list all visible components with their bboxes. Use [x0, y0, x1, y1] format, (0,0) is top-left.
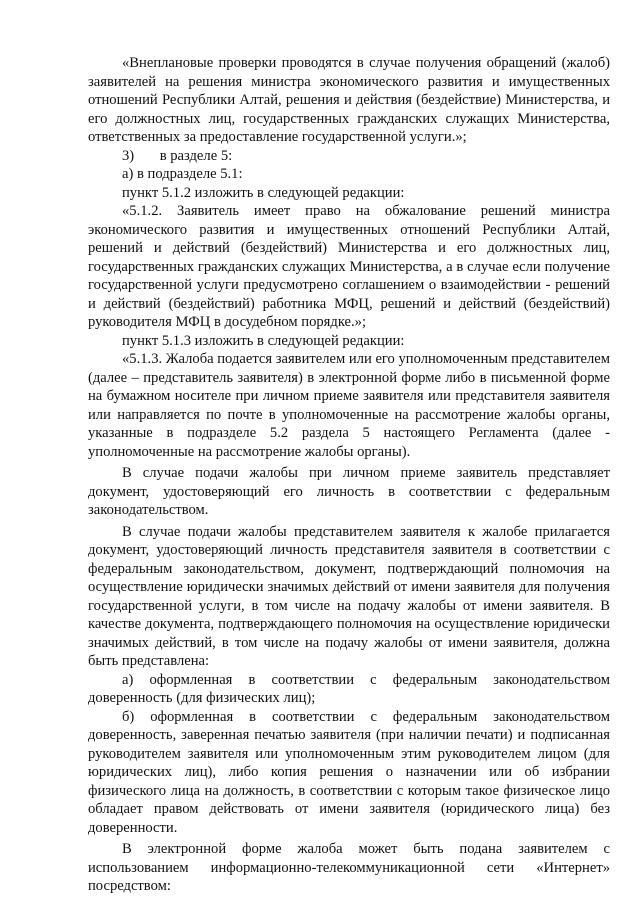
paragraph-item-3: 3) в разделе 5: [122, 147, 233, 164]
paragraph-representative: В случае подачи жалобы представителем заявителя к жалобе прилагается документ, удостоверяющий личность представителя заявителя в соответствии с федеральным законодательством, документ, подтверждающий полномочия на осуществление юридически значимых действий от имени заявителя для получения государственной услуги, в том числе на подачу жалобы от имени заявителя. В качестве документа, подтверждающего полномочия на осуществление юридически значимых действий, в том числе на подачу жалобы от имени заявителя, должна быть представлена: [88, 523, 610, 669]
paragraph-inspections: «Внеплановые проверки проводятся в случае получения обращений (жалоб) заявителей на решения министра экономического развития и имущественных отношений Республики Алтай, решения и действия (бездействие) Министерства, и его должностных лиц, государственных гражданских служащих Министерства, ответственных за предоставление государственной услуги.»; [88, 55, 610, 145]
paragraph-option-a: а) оформленная в соответствии с федеральным законодательством доверенность (для физических лиц); [88, 671, 610, 706]
paragraph-clause-5-1-3-intro: пункт 5.1.3 изложить в следующей редакции: [122, 332, 405, 349]
document-page [88, 54, 610, 896]
paragraph-electronic-form: В электронной форме жалоба может быть подана заявителем с использованием информационно-телекоммуникационной сети «Интернет» посредством: [88, 841, 610, 894]
paragraph-personal-reception: В случае подачи жалобы при личном приеме заявитель представляет документ, удостоверяющий его личность в соответствии с федеральным законодательством. [88, 465, 610, 518]
paragraph-clause-5-1-2: «5.1.2. Заявитель имеет право на обжалование решений министра экономического развития и имущественных отношений Республики Алтай, решений и действий (бездействий) Министерства и его должностных лиц, государственных гражданских служащих Министерства, а в случае если получение государственной услуги предусмотрено соглашением о взаимодействии - решений и действий (бездействий) работника МФЦ, решений и действий (бездействий) руководителя МФЦ в досудебном порядке.»; [88, 203, 610, 330]
paragraph-clause-5-1-2-intro: пункт 5.1.2 изложить в следующей редакции: [122, 184, 405, 201]
paragraph-option-b: б) оформленная в соответствии с федеральным законодательством доверенность, заверенная печатью заявителя (при наличии печати) и подписанная руководителем заявителя или уполномоченным этим руководителем лицом (для юридических лиц), либо копия решения о назначении или об избрании физического лица на должность, в соответствии с которым такое физическое лицо обладает правом действовать от имени заявителя (юридического лица) без доверенности. [88, 708, 610, 836]
paragraph-subsection-5-1: а) в подразделе 5.1: [122, 166, 243, 182]
paragraph-clause-5-1-3: «5.1.3. Жалоба подается заявителем или его уполномоченным представителем (далее – представитель заявителя) в электронной форме либо в письменной форме на бумажном носителе при личном приеме заявителя или представителя заявителя или направляется по почте в уполномоченные на рассмотрение жалобы органы, указанные в подразделе 5.2 раздела 5 настоящего Регламента (далее - уполномоченные на рассмотрение жалобы органы). [88, 351, 610, 460]
